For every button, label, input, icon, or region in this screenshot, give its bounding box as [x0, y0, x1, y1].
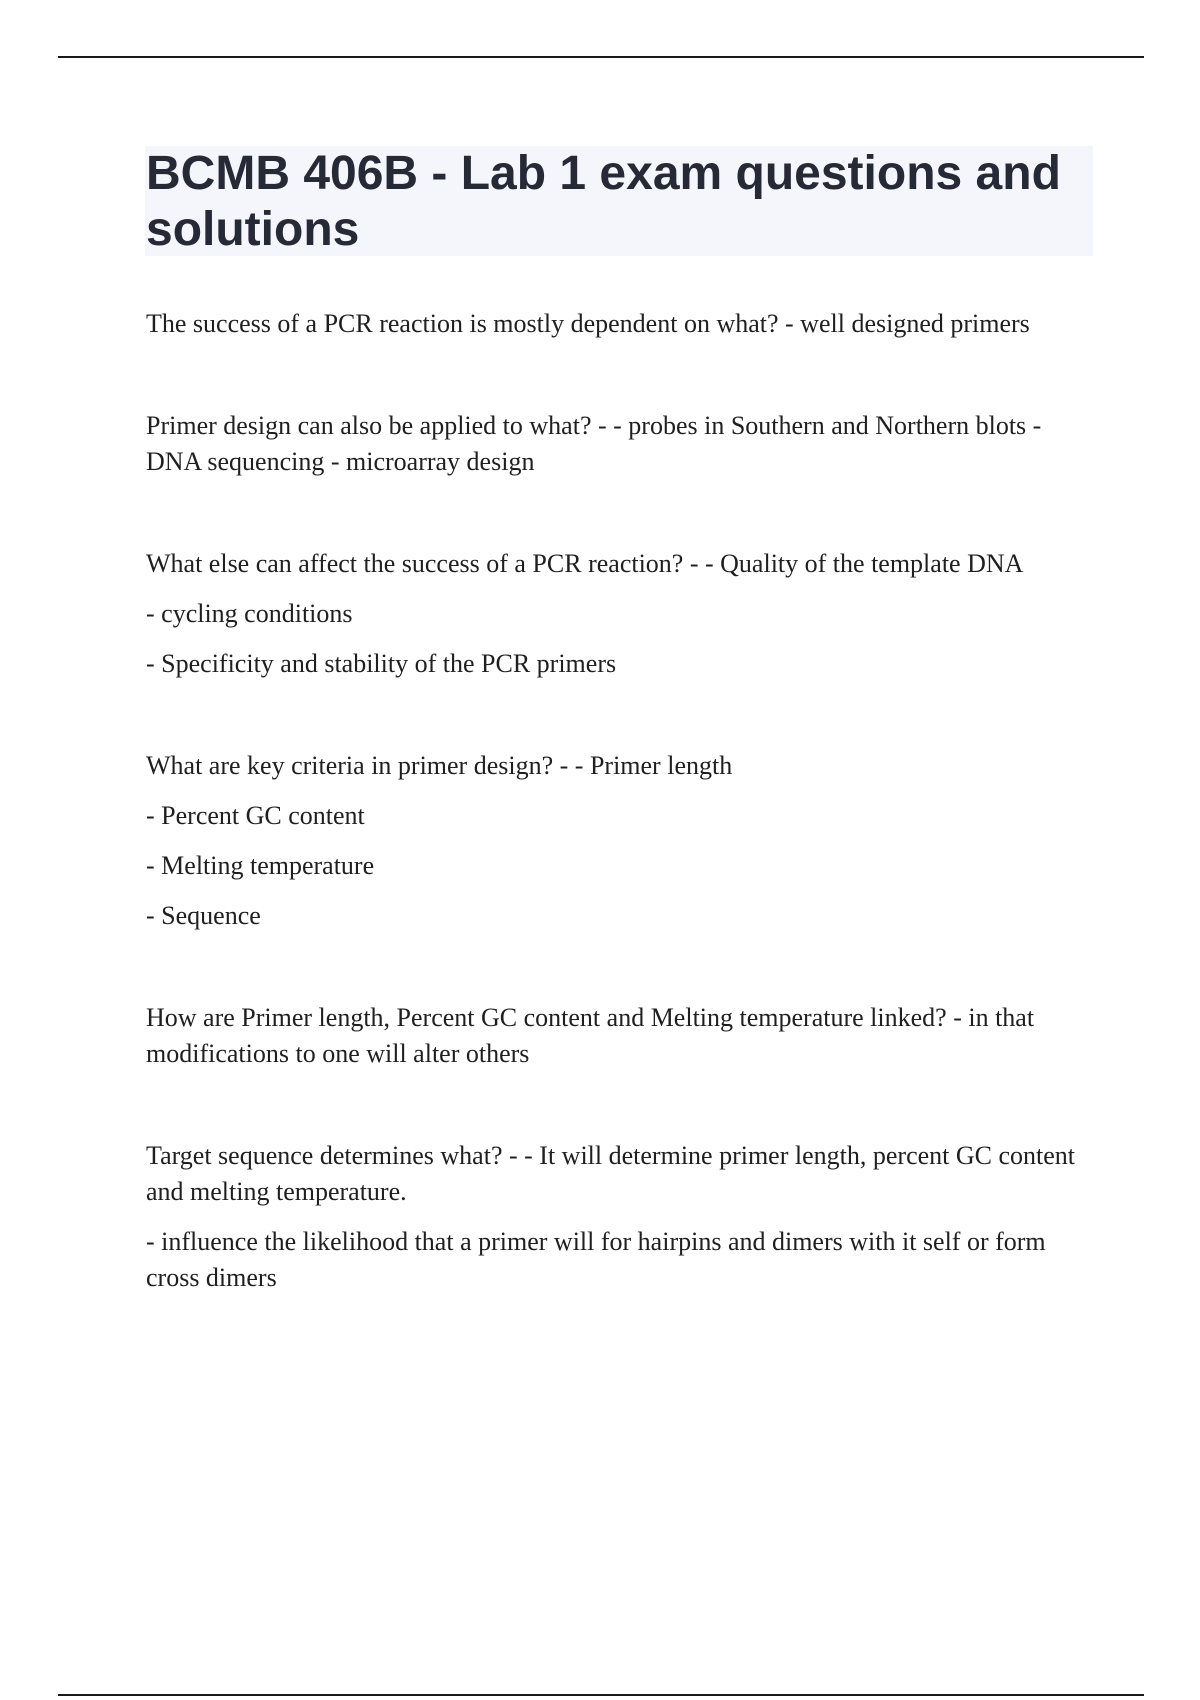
- document-title: BCMB 406B - Lab 1 exam questions and solutions: [146, 147, 1061, 256]
- qa-item: [146, 306, 1086, 342]
- qa-text: - Specificity and stability of the PCR primers: [146, 649, 617, 678]
- qa-item: [146, 1000, 1086, 1072]
- qa-text: The success of a PCR reaction is mostly dependent on what? - well designed primers: [146, 309, 1030, 338]
- bottom-rule: [58, 1694, 1144, 1696]
- qa-text: How are Primer length, Percent GC content and Melting temperature linked? - in that modifications to one will alter others: [146, 1003, 1035, 1068]
- title-banner: [145, 146, 1093, 256]
- qa-text: - influence the likelihood that a primer will for hairpins and dimers with it self or form cross dimers: [146, 1227, 1046, 1292]
- qa-item: [146, 1138, 1086, 1296]
- qa-item: [146, 546, 1086, 682]
- top-rule: [58, 56, 1144, 58]
- qa-text: Target sequence determines what? - - It will determine primer length, percent GC content and melting temperature.: [146, 1141, 1076, 1206]
- qa-text: Primer design can also be applied to what? - - probes in Southern and Northern blots - DNA sequencing - microarray design: [146, 411, 1042, 476]
- qa-text: - Melting temperature: [146, 851, 375, 880]
- qa-text: What are key criteria in primer design? - - Primer length: [146, 751, 733, 780]
- qa-text: - Sequence: [146, 901, 261, 930]
- qa-item: [146, 748, 1086, 934]
- qa-item: [146, 408, 1086, 480]
- qa-list: [146, 306, 1086, 1362]
- qa-text: - cycling conditions: [146, 599, 353, 628]
- qa-text: - Percent GC content: [146, 801, 365, 830]
- qa-text: What else can affect the success of a PCR reaction? - - Quality of the template DNA: [146, 549, 1024, 578]
